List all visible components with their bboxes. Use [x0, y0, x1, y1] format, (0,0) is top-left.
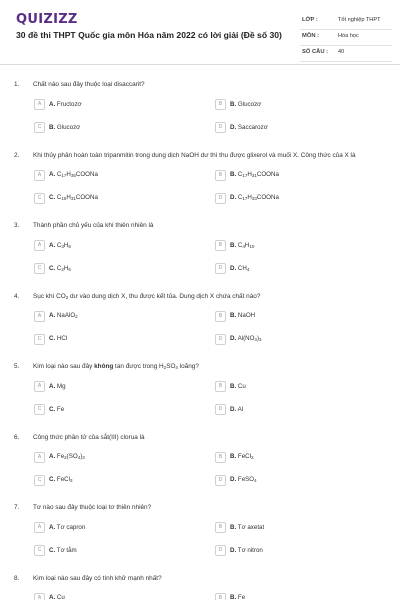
option-prefix: A.: [49, 523, 56, 531]
option-label: [49, 453, 85, 460]
option-letter-box: A: [34, 593, 45, 600]
option-letter-box: C: [34, 334, 45, 345]
option-prefix: B.: [230, 382, 237, 390]
option-letter-box: B: [215, 593, 226, 600]
question-item: [0, 356, 400, 427]
question-item: [0, 74, 400, 145]
question-item: [0, 497, 400, 568]
worksheet-header: [0, 0, 400, 62]
option-label: [49, 312, 78, 319]
option-label: [49, 594, 65, 600]
option-letter-box: C: [34, 263, 45, 274]
option-text: NaAlO$_2$: [56, 312, 78, 319]
question-list: [0, 74, 400, 600]
option-prefix: A.: [49, 382, 56, 390]
option-letter-box: B: [215, 99, 226, 110]
option-letter-box: C: [34, 404, 45, 415]
question-text: Công thức phân tử của sắt(III) clorua là: [33, 433, 145, 441]
option-label: [230, 101, 261, 108]
option-label: [230, 335, 262, 342]
option-letter-box: A: [34, 99, 45, 110]
meta-row-count: [300, 46, 392, 62]
option-prefix: C.: [49, 335, 56, 342]
option-prefix: D.: [230, 264, 237, 272]
option-text: $Al(NO_3)_3$: [237, 335, 262, 342]
option-letter-box: C: [34, 475, 45, 486]
option-prefix: D.: [230, 476, 237, 483]
option-text: $C_3H_8$: [56, 241, 71, 249]
option-prefix: D.: [230, 405, 237, 413]
option-letter-box: A: [34, 452, 45, 463]
option-prefix: A.: [49, 453, 56, 460]
option-prefix: A.: [49, 100, 56, 108]
option-text: Tơ tằm: [56, 546, 77, 554]
option-text: Fructozơ: [56, 100, 82, 108]
question-text: Kim loại nào sau đây không tan được trong $H_2SO_4$ loãng?: [33, 363, 199, 370]
question-number: 4.: [14, 292, 20, 300]
meta-key: LỚP :: [302, 17, 318, 23]
option-label: [230, 194, 279, 201]
question-number: 1.: [14, 81, 20, 88]
option-prefix: B.: [230, 523, 237, 531]
meta-key: SỐ CÂU :: [302, 49, 329, 55]
option-letter-box: D: [215, 263, 226, 274]
option-letter-box: D: [215, 475, 226, 486]
option-letter-box: D: [215, 404, 226, 415]
quizizz-logo: QUIZIZZ: [16, 12, 78, 27]
option-letter-box: A: [34, 522, 45, 533]
option-label: [49, 265, 71, 272]
option-label: [230, 476, 257, 483]
option-text: NaOH: [237, 312, 256, 319]
option-text: Tơ nitron: [237, 546, 263, 554]
question-text: Khi thủy phân hoàn toàn tripanmitin trong dung dịch NaOH dư thì thu được glixerol và muối X. Công thức của X là: [33, 151, 356, 159]
option-text: $C_{15}H_{31}COONa$: [56, 194, 98, 201]
question-number: 7.: [14, 504, 20, 511]
question-text: Chất nào sau đây thuộc loại disaccarit?: [33, 81, 145, 88]
option-label: [49, 171, 98, 178]
question-item: [0, 568, 400, 600]
option-label: [230, 265, 249, 272]
option-text: Fe: [56, 405, 65, 413]
option-prefix: A.: [49, 312, 56, 319]
option-letter-box: A: [34, 170, 45, 181]
meta-key: MÔN :: [302, 33, 320, 39]
option-label: [230, 171, 279, 178]
option-text: $CH_4$: [237, 264, 250, 272]
option-label: [230, 406, 243, 413]
option-prefix: C.: [49, 264, 56, 272]
option-letter-box: C: [34, 122, 45, 133]
option-label: [49, 335, 67, 342]
meta-row-subject: [300, 30, 392, 46]
option-prefix: D.: [230, 546, 237, 554]
question-number: 8.: [14, 574, 20, 582]
option-text: $Fe_2(SO_4)_3$: [56, 453, 85, 460]
meta-value: Hóa học: [338, 33, 359, 39]
option-letter-box: A: [34, 240, 45, 251]
option-label: [230, 312, 255, 319]
option-text: Cu: [56, 594, 65, 600]
option-letter-box: B: [215, 452, 226, 463]
question-item: [0, 427, 400, 498]
option-text: $C_4H_{10}$: [237, 241, 255, 249]
question-text: Sục khí $CO_2$ dư vào dung dịch X, thu được kết tủa. Dung dịch X chứa chất nào?: [33, 292, 261, 300]
option-label: [230, 524, 264, 531]
option-prefix: C.: [49, 405, 56, 413]
option-label: [49, 476, 73, 483]
option-letter-box: C: [34, 545, 45, 556]
meta-value: Tốt nghiệp THPT: [338, 17, 381, 23]
option-prefix: B.: [230, 312, 237, 319]
option-letter-box: A: [34, 381, 45, 392]
option-text: Mg: [56, 382, 66, 390]
option-prefix: B.: [230, 171, 237, 178]
meta-value: 40: [338, 49, 345, 55]
option-letter-box: B: [215, 311, 226, 322]
option-text: $C_{17}H_{31}COONa$: [237, 171, 279, 178]
option-text: Glucozơ: [237, 100, 262, 108]
option-text: FeSO$_4$: [237, 476, 257, 483]
option-text: Glucozơ: [56, 123, 81, 131]
option-prefix: B.: [230, 453, 237, 460]
header-divider: [0, 64, 400, 65]
option-prefix: C.: [49, 194, 56, 201]
option-prefix: D.: [230, 194, 237, 201]
meta-table: [300, 14, 392, 62]
option-prefix: A.: [49, 594, 56, 600]
option-label: [49, 406, 64, 413]
option-letter-box: D: [215, 545, 226, 556]
option-letter-box: D: [215, 334, 226, 345]
option-text: Al: [237, 405, 244, 413]
option-letter-box: B: [215, 522, 226, 533]
option-text: $C_{17}H_{35}COONa$: [56, 171, 98, 178]
option-letter-box: A: [34, 311, 45, 322]
question-item: [0, 286, 400, 357]
option-text: Cu: [237, 382, 246, 390]
option-label: [49, 524, 85, 531]
question-number: 6.: [14, 433, 20, 441]
option-prefix: D.: [230, 123, 237, 131]
worksheet-title: 30 đề thi THPT Quốc gia môn Hóa năm 2022 có lời giải (Đề số 30): [16, 30, 282, 40]
option-label: [230, 453, 254, 460]
option-label: [230, 242, 254, 249]
option-label: [230, 124, 268, 131]
option-label: [230, 594, 245, 600]
meta-row-class: [300, 14, 392, 30]
option-letter-box: D: [215, 122, 226, 133]
option-text: FeCl$_2$: [237, 453, 254, 460]
option-prefix: B.: [230, 100, 237, 108]
question-text: Tơ nào sau đây thuộc loại tơ thiên nhiên?: [33, 504, 152, 511]
option-label: [230, 383, 246, 390]
option-prefix: A.: [49, 171, 56, 178]
option-text: FeCl$_3$: [56, 476, 73, 483]
option-prefix: B.: [49, 123, 56, 131]
option-prefix: B.: [230, 241, 237, 249]
option-text: Tơ capron: [56, 523, 86, 531]
question-number: 2.: [14, 151, 20, 159]
option-letter-box: B: [215, 170, 226, 181]
option-letter-box: C: [34, 193, 45, 204]
option-prefix: D.: [230, 335, 237, 342]
option-text: Saccarozơ: [237, 123, 268, 131]
option-text: HCl: [56, 335, 68, 342]
option-letter-box: B: [215, 240, 226, 251]
option-label: [49, 242, 71, 249]
option-letter-box: D: [215, 193, 226, 204]
option-prefix: B.: [230, 594, 237, 600]
option-letter-box: B: [215, 381, 226, 392]
question-item: [0, 215, 400, 286]
option-text: $C_{17}H_{33}COONa$: [237, 194, 279, 201]
question-number: 3.: [14, 222, 20, 229]
option-text: Tơ axetat: [237, 523, 265, 531]
option-label: [49, 101, 82, 108]
option-label: [49, 124, 80, 131]
question-text: Kim loại nào sau đây có tính khử mạnh nhất?: [33, 574, 162, 582]
option-label: [49, 547, 77, 554]
option-label: [230, 547, 263, 554]
question-text: Thành phần chủ yếu của khí thiên nhiên là: [33, 222, 154, 229]
question-item: [0, 145, 400, 216]
question-number: 5.: [14, 363, 20, 370]
option-text: $C_2H_6$: [56, 264, 71, 272]
option-prefix: C.: [49, 476, 56, 483]
option-text: Fe: [237, 594, 246, 600]
option-label: [49, 194, 98, 201]
option-prefix: A.: [49, 241, 56, 249]
option-prefix: C.: [49, 546, 56, 554]
option-label: [49, 383, 66, 390]
